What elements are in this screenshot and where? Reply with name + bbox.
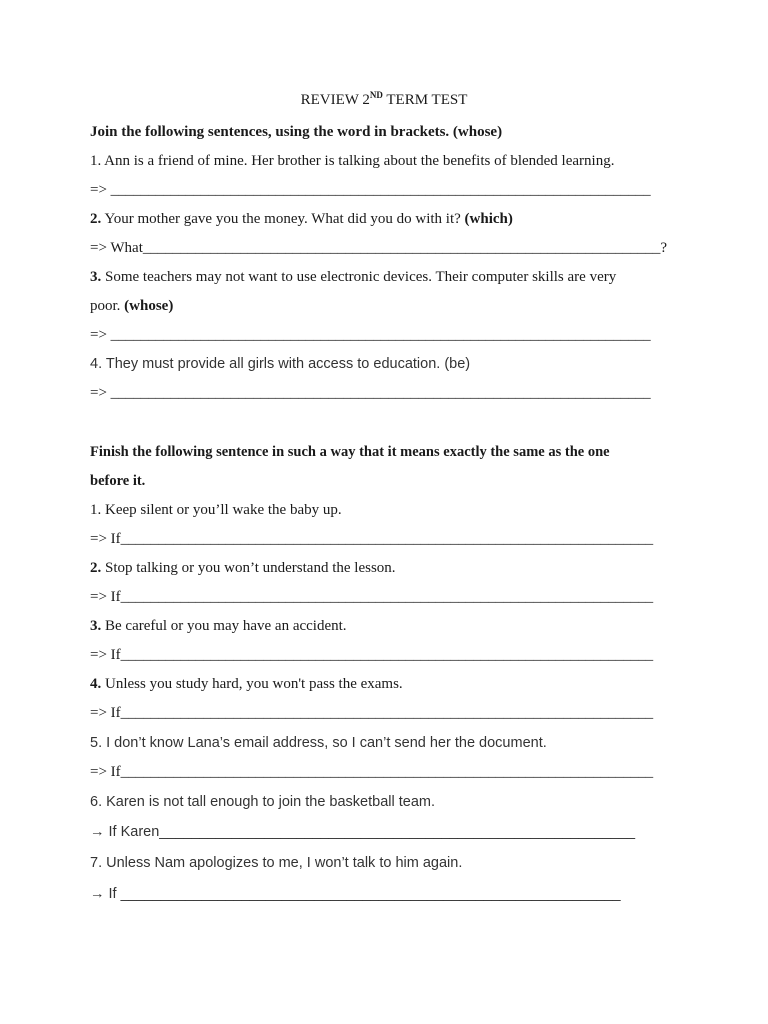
s1-question-3-cont: [90, 296, 173, 316]
s1-answer-2: => What_____________________________________________________________________?: [90, 240, 668, 256]
s2-q4-text: Unless you study hard, you won't pass the exams.: [101, 676, 403, 692]
s2-answer-7: → If ______________________________________________________________: [90, 886, 621, 902]
s2-question-5: 5. I don’t know Lana’s email address, so I can’t send her the document.: [90, 735, 547, 751]
s2-q2-number: 2.: [90, 560, 102, 576]
section2-instruction-line2: before it.: [90, 473, 146, 489]
s1-q3-text: Some teachers may not want to use electronic devices. Their computer skills are very: [101, 269, 617, 285]
s2-answer-3: => If_______________________________________________________________________: [90, 647, 654, 663]
section2-instruction-line1: Finish the following sentence in such a way that it means exactly the same as the one: [90, 444, 610, 460]
s2-answer-5: => If_______________________________________________________________________: [90, 764, 654, 780]
s2-q4-number: 4.: [90, 676, 102, 692]
s2-question-3: [90, 616, 347, 636]
s1-answer-1: => ________________________________________________________________________: [90, 182, 651, 198]
s1-q2-hint: (which): [464, 211, 513, 227]
s2-answer-4: => If_______________________________________________________________________: [90, 705, 654, 721]
s1-q2-number: 2.: [90, 211, 102, 227]
title-rest: TERM TEST: [382, 92, 468, 108]
s2-answer-2: => If_______________________________________________________________________: [90, 589, 654, 605]
s2-question-6: 6. Karen is not tall enough to join the basketball team.: [90, 794, 435, 810]
s1-question-4: 4. They must provide all girls with access to education. (be): [90, 356, 471, 372]
s1-q3-text2: poor.: [90, 298, 125, 314]
s2-question-2: [90, 558, 396, 578]
title-superscript: ND: [369, 90, 383, 100]
s1-question-3: [90, 267, 616, 287]
s1-q3-number: 3.: [90, 269, 102, 285]
s2-question-7: 7. Unless Nam apologizes to me, I won’t talk to him again.: [90, 855, 463, 871]
s2-answer-1: => If_______________________________________________________________________: [90, 531, 654, 547]
s1-question-1: 1. Ann is a friend of mine. Her brother is talking about the benefits of blended learning.: [90, 153, 615, 169]
s1-answer-3: => ________________________________________________________________________: [90, 327, 651, 343]
s2-q3-text: Be careful or you may have an accident.: [101, 618, 347, 634]
s2-q2-text: Stop talking or you won’t understand the lesson.: [101, 560, 396, 576]
s2-question-1: 1. Keep silent or you’ll wake the baby up.: [90, 502, 342, 518]
s2-q3-number: 3.: [90, 618, 102, 634]
section1-instruction: Join the following sentences, using the word in brackets. (whose): [90, 124, 503, 140]
s2-answer-6: → If Karen___________________________________________________________: [90, 824, 636, 840]
s1-answer-4: => ________________________________________________________________________: [90, 385, 651, 401]
title-main: REVIEW 2: [300, 92, 370, 108]
page-title: [0, 92, 768, 109]
s1-q2-text: Your mother gave you the money. What did you do with it?: [101, 211, 465, 227]
s1-q3-hint: (whose): [124, 298, 174, 314]
s1-question-2: [90, 209, 513, 229]
s2-question-4: [90, 674, 403, 694]
